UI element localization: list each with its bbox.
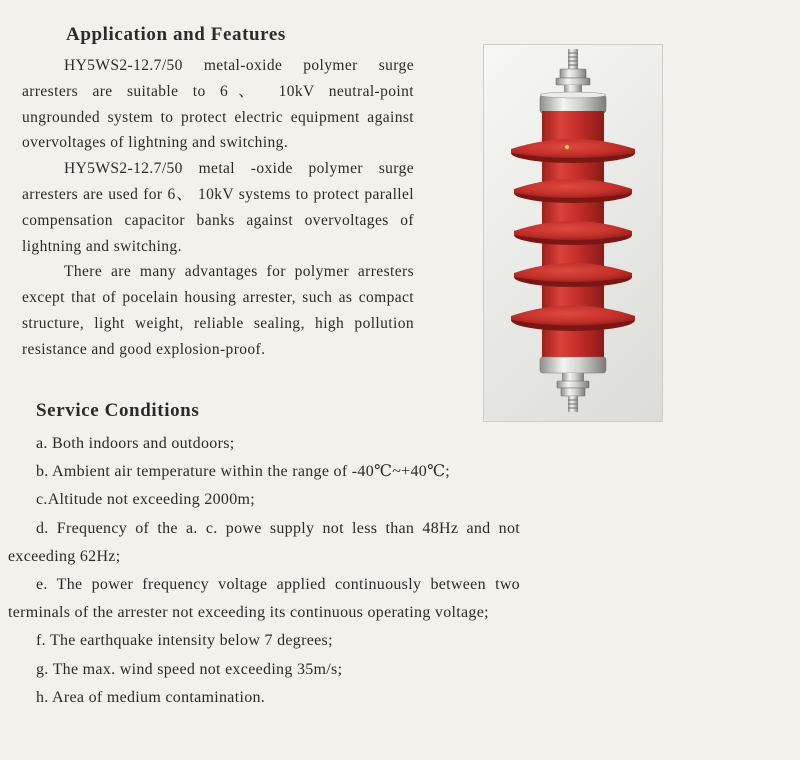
- list-item: g. The max. wind speed not exceeding 35m/s;: [36, 660, 343, 678]
- service-heading: Service Conditions: [36, 400, 200, 421]
- list-item: e. The power frequency voltage applied continuously between two terminals of the arrester not exceeding its continuous operating voltage;: [8, 576, 520, 622]
- list-item: f. The earthquake intensity below 7 degrees;: [36, 632, 333, 650]
- list-item: a. Both indoors and outdoors;: [36, 435, 235, 452]
- surge-arrester-photo: [483, 44, 663, 422]
- application-text: [22, 53, 414, 363]
- list-item: h. Area of medium contamination.: [36, 688, 266, 706]
- paragraph: HY5WS2-12.7/50 metal -oxide polymer surge arresters are used for 6、 10kV systems to protect parallel compensation capacitor banks against overvoltages of lightning and switching.: [22, 160, 414, 255]
- paragraph: There are many advantages for polymer arresters except that of pocelain housing arrester, such as compact structure, light weight, reliable sealing, high pollution resistance and good explosion-proof.: [22, 263, 414, 358]
- service-conditions-list: [8, 430, 520, 712]
- list-item: d. Frequency of the a. c. powe supply not less than 48Hz and not exceeding 62Hz;: [8, 519, 520, 565]
- top-stud-shape: [568, 49, 578, 71]
- paragraph: HY5WS2-12.7/50 metal-oxide polymer surge arresters are suitable to 6、 10kV neutral-point ungrounded system to protect electric equipment against overvoltages of lightning and switching.: [22, 57, 414, 152]
- list-item: c.Altitude not exceeding 2000m;: [36, 491, 256, 509]
- surge-arrester-icon: [484, 45, 662, 421]
- list-item: b. Ambient air temperature within the range of -40℃~+40℃;: [36, 463, 451, 481]
- application-heading: Application and Features: [66, 24, 286, 45]
